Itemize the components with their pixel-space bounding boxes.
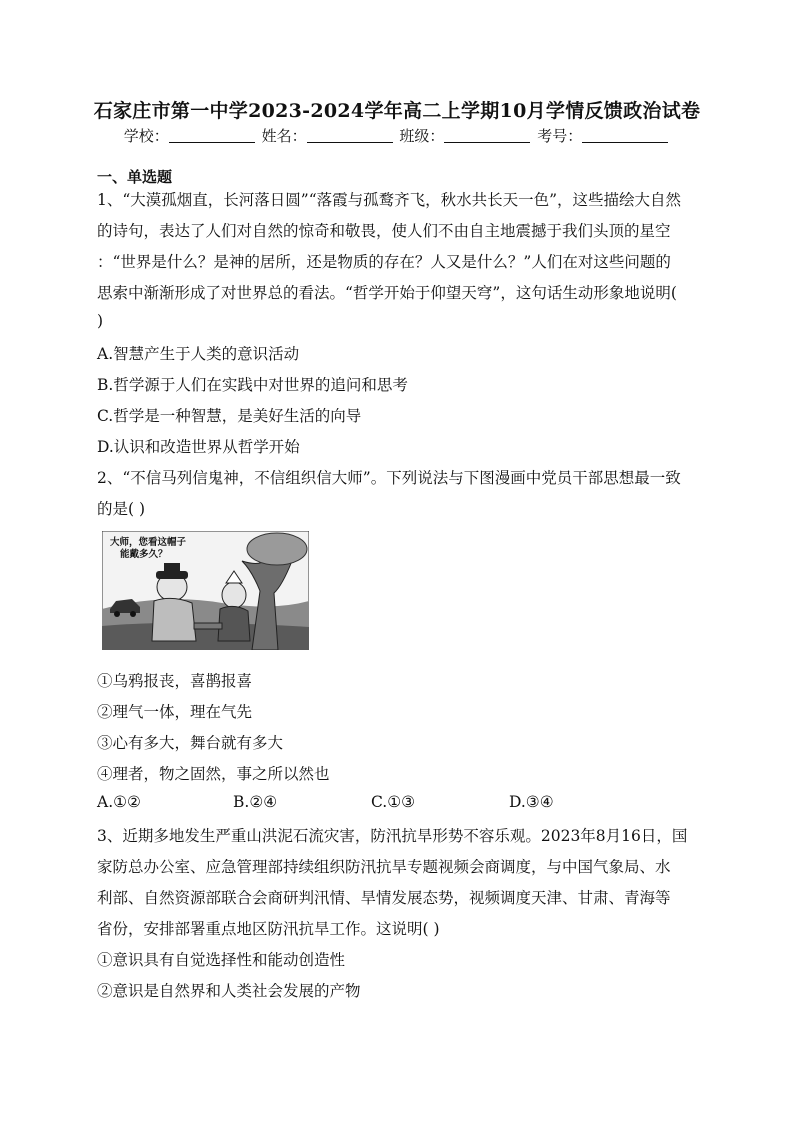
q2-choice-d[interactable]: D.③④ — [509, 793, 554, 811]
q2-line: 的是( ) — [97, 500, 146, 518]
q3-line: 利部、自然资源部联合会商研判汛情、旱情发展态势，视频调度天津、甘肃、青海等 — [97, 889, 671, 907]
q1-line: 思索中渐渐形成了对世界总的看法。“哲学开始于仰望天穹”，这句话生动形象地说明( — [97, 284, 677, 302]
q3-line: 3、近期多地发生严重山洪泥石流灾害，防汛抗旱形势不容乐观。2023年8月16日，国 — [97, 827, 688, 845]
q2-choice-c[interactable]: C.①③ — [371, 793, 416, 811]
section-title: 一、单选题 — [97, 168, 173, 186]
q1-option-c[interactable]: C.哲学是一种智慧，是美好生活的向导 — [97, 407, 362, 425]
q1-line: 1、“大漠孤烟直，长河落日圆”“落霞与孤鹜齐飞，秋水共长天一色”，这些描绘大自然 — [97, 191, 682, 209]
q2-statement-2: ②理气一体，理在气先 — [97, 703, 253, 721]
exam-no-blank[interactable] — [582, 128, 668, 143]
class-label: 班级： — [399, 127, 445, 145]
page-title: 石家庄市第一中学2023-2024学年高二上学期10月学情反馈政治试卷 — [93, 100, 701, 122]
q2-statement-3: ③心有多大，舞台就有多大 — [97, 734, 284, 752]
q3-line: 省份，安排部署重点地区防汛抗旱工作。这说明( ) — [97, 920, 440, 938]
student-info-row — [0, 125, 794, 146]
school-blank[interactable] — [169, 128, 255, 143]
q2-choice-b[interactable]: B.②④ — [233, 793, 278, 811]
q2-line: 2、“不信马列信鬼神，不信组织信大师”。下列说法与下图漫画中党员干部思想最一致 — [97, 469, 681, 487]
q2-statement-1: ①乌鸦报丧，喜鹊报喜 — [97, 672, 253, 690]
comic-illustration — [102, 531, 309, 650]
q1-line: 的诗句，表达了人们对自然的惊奇和敬畏，使人们不由自主地震撼于我们头顶的星空 — [97, 222, 671, 240]
q1-option-b[interactable]: B.哲学源于人们在实践中对世界的追问和思考 — [97, 376, 408, 394]
comic-caption-1: 大师，您看这帽子 — [110, 537, 187, 548]
q2-choices — [97, 793, 697, 813]
class-blank[interactable] — [444, 128, 530, 143]
q3-statement-2: ②意识是自然界和人类社会发展的产物 — [97, 982, 361, 1000]
comic-caption-2: 能戴多久？ — [120, 549, 168, 560]
q1-line: ：“世界是什么？是神的居所，还是物质的存在？人又是什么？”人们在对这些问题的 — [97, 253, 671, 271]
exam-no-label: 考号： — [537, 127, 583, 145]
school-label: 学校： — [123, 127, 169, 145]
q1-option-d[interactable]: D.认识和改造世界从哲学开始 — [97, 438, 300, 456]
q1-option-a[interactable]: A.智慧产生于人类的意识活动 — [97, 345, 300, 363]
name-blank[interactable] — [307, 128, 393, 143]
q3-line: 家防总办公室、应急管理部持续组织防汛抗旱专题视频会商调度，与中国气象局、水 — [97, 858, 671, 876]
name-label: 姓名： — [261, 127, 307, 145]
q2-statement-4: ④理者，物之固然，事之所以然也 — [97, 765, 330, 783]
q2-choice-a[interactable]: A.①② — [97, 793, 141, 811]
q1-line: ) — [97, 312, 104, 330]
q3-statement-1: ①意识具有自觉选择性和能动创造性 — [97, 951, 346, 969]
